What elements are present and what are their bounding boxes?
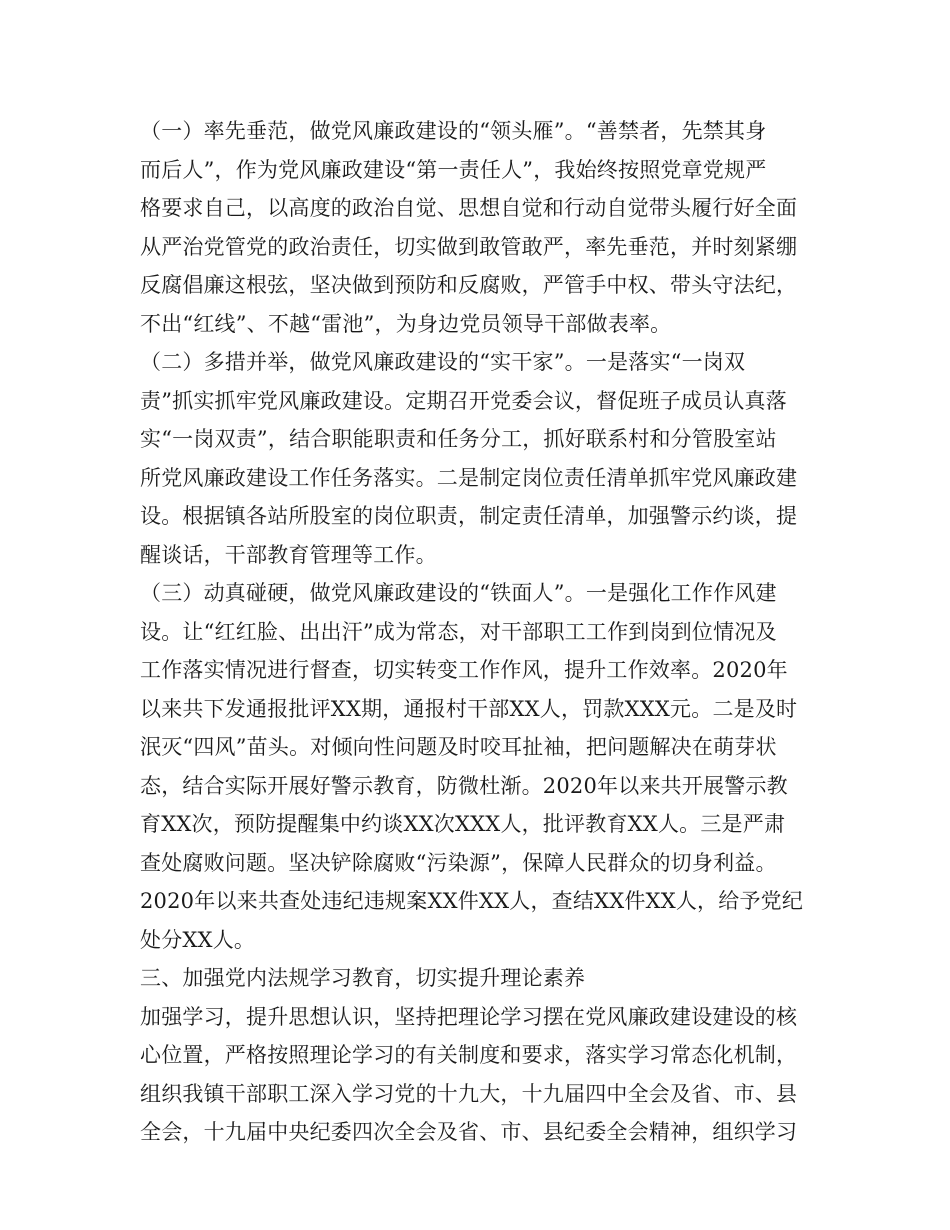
text-line: 从严治党管党的政治责任，切实做到敢管敢严，率先垂范，并时刻紧绷 <box>140 234 798 259</box>
text-line: （一）率先垂范，做党风廉政建设的“领头雁”。“善禁者，先禁其身 <box>140 119 767 143</box>
text-line: 不出“红线”、不越“雷池”，为身边党员领导干部做表率。 <box>140 311 672 336</box>
body-text <box>140 112 840 1152</box>
text-line: 工作落实情况进行督查，切实转变工作作风，提升工作效率。2020年 <box>140 658 788 682</box>
text-line: 加强学习，提升思想认识，坚持把理论学习摆在党风廉政建设建设的核 <box>140 1004 798 1029</box>
text-line: 实“一岗双责”，结合职能职责和任务分工，抓好联系村和分管股室站 <box>140 427 777 451</box>
text-line: 查处腐败问题。坚决铲除腐败“污染源”，保障人民群众的切身利益。 <box>140 850 777 875</box>
text-line: 设。让“红红脸、出出汗”成为常态，对干部职工工作到岗到位情况及 <box>140 619 777 644</box>
text-line: 反腐倡廉这根弦，坚决做到预防和反腐败，严管手中权、带头守法纪， <box>140 273 798 297</box>
text-line: 格要求自己，以高度的政治自觉、思想自觉和行动自觉带头履行好全面 <box>140 196 798 220</box>
text-line: 育XX次，预防提醒集中约谈XX次XXX人，批评教育XX人。三是严肃 <box>140 812 786 836</box>
text-line: 泯灭“四风”苗头。对倾向性问题及时咬耳扯袖，把问题解决在萌芽状 <box>140 735 777 759</box>
text-line: 态，结合实际开展好警示教育，防微杜渐。2020年以来共开展警示教 <box>140 773 788 798</box>
section-heading: 三、加强党内法规学习教育，切实提升理论素养 <box>140 966 586 990</box>
text-line: 设。根据镇各站所股室的岗位职责，制定责任清单，加强警示约谈，提 <box>140 504 798 528</box>
text-line: 组织我镇干部职工深入学习党的十九大，十九届四中全会及省、市、县 <box>140 1081 798 1106</box>
text-line: 全会，十九届中央纪委四次全会及省、市、县纪委全会精神，组织学习 <box>140 1120 798 1144</box>
text-line: 所党风廉政建设工作任务落实。二是制定岗位责任清单抓牢党风廉政建 <box>140 465 798 490</box>
text-line: （二）多措并举，做党风廉政建设的“实干家”。一是落实“一岗双 <box>140 350 746 374</box>
text-line: 以来共下发通报批评XX期，通报村干部XX人，罚款XXX元。二是及时 <box>140 696 798 721</box>
text-line: 2020年以来共查处违纪违规案XX件XX人，查结XX件XX人，给予党纪 <box>140 889 804 913</box>
text-line: （三）动真碰硬，做党风廉政建设的“铁面人”。一是强化工作作风建 <box>140 581 777 605</box>
text-line: 而后人”，作为党风廉政建设“第一责任人”，我始终按照党章党规严 <box>140 157 767 182</box>
text-line: 处分XX人。 <box>140 927 256 952</box>
text-line: 醒谈话，干部教育管理等工作。 <box>140 542 437 567</box>
text-line: 心位置，严格按照理论学习的有关制度和要求，落实学习常态化机制， <box>140 1043 798 1067</box>
text-line: 责”抓实抓牢党风廉政建设。定期召开党委会议，督促班子成员认真落 <box>140 388 787 413</box>
